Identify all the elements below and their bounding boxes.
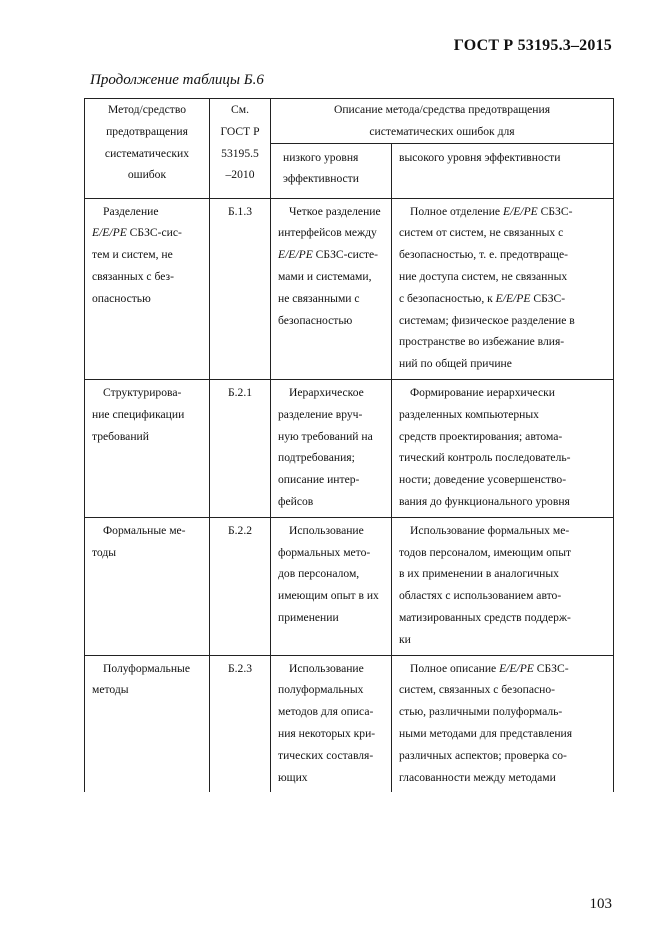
header-text: высокого уровня эффективности	[399, 150, 561, 164]
low-cell	[271, 517, 392, 655]
page-number: 103	[589, 896, 612, 912]
method-cell	[85, 379, 210, 517]
cell-line: не связанными с	[278, 291, 360, 305]
cell-line: разделенных компьютерных	[399, 407, 539, 421]
header-row	[85, 99, 614, 144]
cell-line: тем и систем, не	[92, 248, 173, 262]
cell-line: систем от систем, не связанных с	[399, 226, 564, 240]
cell-line: средств проектирования; автома-	[399, 429, 563, 443]
cell-line: Полное отделение E/E/PE СБЗС-	[410, 204, 573, 218]
ref-cell: Б.2.2	[210, 517, 271, 655]
cell-line: интерфейсов между	[278, 226, 377, 240]
cell-line: ки	[399, 632, 411, 646]
cell-line: ными методами для представления	[399, 726, 573, 740]
cell-line: ности; доведение усовершенство-	[399, 473, 567, 487]
cell-line: безопасностью	[278, 313, 353, 327]
low-cell	[271, 655, 392, 792]
header-description-cell	[271, 99, 614, 144]
ref-cell: Б.1.3	[210, 198, 271, 379]
ref-cell: Б.2.1	[210, 379, 271, 517]
method-cell	[85, 517, 210, 655]
ref-cell: Б.2.3	[210, 655, 271, 792]
cell-line: E/E/PE СБЗС-систе-	[278, 248, 379, 262]
cell-line: применении	[278, 610, 339, 624]
cell-line: областях с использованием авто-	[399, 589, 562, 603]
cell-line: Четкое разделение	[289, 204, 381, 218]
cell-line: матизированных средств поддерж-	[399, 610, 571, 624]
cell-line: ния некоторых кри-	[278, 726, 376, 740]
cell-line: Полное описание E/E/PE СБЗС-	[410, 661, 569, 675]
cell-line: описание интер-	[278, 473, 360, 487]
cell-line: тических составля-	[278, 748, 374, 762]
high-cell	[392, 517, 614, 655]
header-text: ГОСТ Р	[220, 124, 260, 138]
table-row	[85, 198, 614, 379]
header-text: предотвращения	[106, 124, 188, 138]
cell-line: Использование	[289, 523, 364, 537]
cell-line: Иерархическое	[289, 385, 364, 399]
cell-line: пространстве во избежание влия-	[399, 335, 565, 349]
cell-line: фейсов	[278, 494, 314, 508]
cell-line: разделение вруч-	[278, 407, 363, 421]
cell-line: различных аспектов; проверка со-	[399, 748, 567, 762]
cell-line: Формирование иерархически	[410, 385, 555, 399]
methods-table	[84, 98, 614, 792]
cell-line: требований	[92, 429, 149, 443]
cell-line: имеющим опыт в их	[278, 589, 379, 603]
cell-line: Полуформальные	[103, 661, 190, 675]
cell-line: связанных с без-	[92, 269, 174, 283]
cell-line: ний по общей причине	[399, 357, 512, 371]
high-cell	[392, 198, 614, 379]
cell-line: тоды	[92, 545, 117, 559]
cell-line: с безопасностью, к E/E/PE СБЗС-	[399, 291, 566, 305]
low-cell	[271, 379, 392, 517]
header-text: См.	[231, 103, 249, 116]
cell-line: системам; физическое разделение в	[399, 313, 575, 327]
cell-line: мами и системами,	[278, 269, 372, 283]
header-text: ошибок	[127, 168, 167, 182]
cell-line: Использование	[289, 661, 364, 675]
cell-line: тический контроль последователь-	[399, 451, 571, 465]
table-row	[85, 517, 614, 655]
cell-line: тодов персоналом, имеющим опыт	[399, 545, 572, 559]
table-row	[85, 655, 614, 792]
header-text: систематических ошибок для	[369, 124, 515, 138]
header-method-cell	[85, 99, 210, 199]
cell-line: Формальные ме-	[103, 523, 186, 537]
method-cell	[85, 198, 210, 379]
cell-line: в их применении в аналогичных	[399, 567, 559, 581]
cell-line: ную требований на	[278, 429, 373, 443]
high-cell	[392, 379, 614, 517]
method-cell	[85, 655, 210, 792]
cell-line: подтребования;	[278, 451, 355, 465]
cell-line: безопасностью, т. е. предотвраще-	[399, 248, 568, 262]
cell-line: ние спецификации	[92, 407, 185, 421]
cell-line: методы	[92, 683, 129, 697]
cell-line: формальных мето-	[278, 545, 371, 559]
cell-line: опасностью	[92, 291, 151, 305]
cell-line: дов персоналом,	[278, 567, 360, 581]
header-low-cell	[271, 143, 392, 198]
cell-line: стью, различными полуформаль-	[399, 705, 563, 719]
low-cell	[271, 198, 392, 379]
high-cell	[392, 655, 614, 792]
header-text: Метод/средство	[107, 103, 187, 116]
header-high-cell	[392, 143, 614, 198]
cell-line: ние доступа систем, не связанных	[399, 269, 568, 283]
cell-line: вания до функционального уровня	[399, 494, 570, 508]
standard-designation: ГОСТ Р 53195.3–2015	[453, 37, 612, 54]
header-text: Описание метода/средства предотвращения	[333, 103, 551, 116]
header-text: –2010	[225, 168, 255, 182]
table-caption: Продолжение таблицы Б.6	[90, 72, 264, 88]
header-text: 53195.5	[221, 146, 259, 160]
cell-line: ющих	[278, 770, 308, 784]
cell-line: Структурирова-	[103, 385, 182, 399]
cell-line: Разделение	[103, 204, 159, 218]
header-text: низкого уровня	[283, 150, 359, 164]
header-text: систематических	[104, 146, 190, 160]
table-row	[85, 379, 614, 517]
cell-line: гласованности между методами	[399, 770, 556, 784]
cell-line: систем, связанных с безопасно-	[399, 683, 556, 697]
header-ref-cell	[210, 99, 271, 199]
cell-line: Использование формальных ме-	[410, 523, 570, 537]
cell-line: методов для описа-	[278, 705, 374, 719]
cell-line: E/E/PE СБЗС-сис-	[92, 226, 182, 240]
header-text: эффективности	[283, 172, 359, 186]
cell-line: полуформальных	[278, 683, 364, 697]
